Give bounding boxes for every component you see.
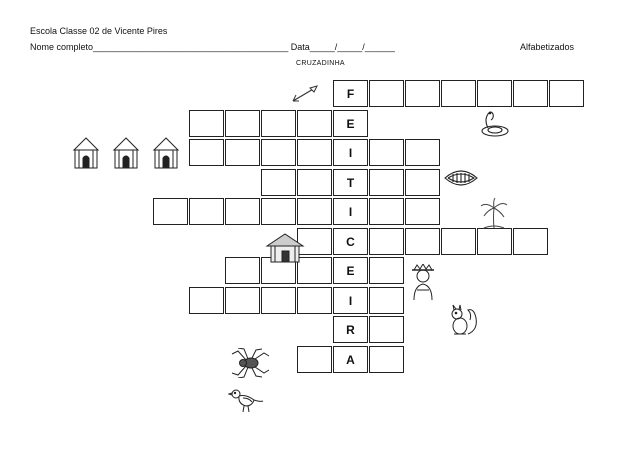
answer-cell[interactable] <box>441 228 476 255</box>
answer-cell[interactable] <box>225 110 260 137</box>
answer-cell[interactable] <box>405 139 440 166</box>
answer-cell[interactable] <box>369 287 404 314</box>
answer-cell[interactable] <box>369 346 404 373</box>
answer-cell[interactable] <box>369 198 404 225</box>
answer-cell[interactable] <box>369 316 404 343</box>
answer-cell[interactable] <box>549 80 584 107</box>
answer-cell[interactable] <box>261 139 296 166</box>
answer-cell[interactable] <box>441 80 476 107</box>
hut-picture <box>265 232 305 264</box>
answer-cell[interactable] <box>405 169 440 196</box>
answer-cell[interactable] <box>225 139 260 166</box>
answer-cell[interactable] <box>225 257 260 284</box>
key-letter-cell[interactable]: E <box>333 110 368 137</box>
answer-cell[interactable] <box>513 80 548 107</box>
key-letter-cell[interactable]: I <box>333 139 368 166</box>
answer-cell[interactable] <box>189 198 224 225</box>
answer-cell[interactable] <box>189 139 224 166</box>
squirrel-picture <box>444 302 480 338</box>
answer-cell[interactable] <box>225 198 260 225</box>
answer-cell[interactable] <box>297 198 332 225</box>
answer-cell[interactable] <box>477 228 512 255</box>
teeth-picture <box>443 168 479 188</box>
answer-cell[interactable] <box>261 110 296 137</box>
answer-cell[interactable] <box>225 287 260 314</box>
answer-cell[interactable] <box>297 169 332 196</box>
huts-picture <box>70 136 185 172</box>
answer-cell[interactable] <box>261 169 296 196</box>
level-label: Alfabetizados <box>520 42 575 52</box>
spider-picture <box>228 348 270 378</box>
snake-picture <box>478 108 512 138</box>
answer-cell[interactable] <box>261 287 296 314</box>
palm-tree-picture <box>478 196 510 230</box>
school-name: Escola Classe 02 de Vicente Pires <box>30 26 168 36</box>
key-letter-cell[interactable]: I <box>333 287 368 314</box>
answer-cell[interactable] <box>369 228 404 255</box>
answer-cell[interactable] <box>153 198 188 225</box>
answer-cell[interactable] <box>369 80 404 107</box>
key-letter-cell[interactable]: E <box>333 257 368 284</box>
answer-cell[interactable] <box>369 139 404 166</box>
key-letter-cell[interactable]: F <box>333 80 368 107</box>
answer-cell[interactable] <box>297 110 332 137</box>
answer-cell[interactable] <box>189 110 224 137</box>
key-letter-cell[interactable]: C <box>333 228 368 255</box>
answer-cell[interactable] <box>405 228 440 255</box>
key-letter-cell[interactable]: R <box>333 316 368 343</box>
answer-cell[interactable] <box>297 139 332 166</box>
indigenous-man-picture <box>408 264 438 302</box>
name-date-line: Nome completo_______________________________________ Data_____/_____/______ <box>30 42 395 52</box>
arrow-picture <box>290 84 320 104</box>
answer-cell[interactable] <box>297 346 332 373</box>
key-letter-cell[interactable]: A <box>333 346 368 373</box>
answer-cell[interactable] <box>297 287 332 314</box>
bird-picture <box>228 384 264 414</box>
answer-cell[interactable] <box>513 228 548 255</box>
key-letter-cell[interactable]: I <box>333 198 368 225</box>
answer-cell[interactable] <box>405 80 440 107</box>
key-letter-cell[interactable]: T <box>333 169 368 196</box>
answer-cell[interactable] <box>477 80 512 107</box>
worksheet-title: CRUZADINHA <box>296 60 345 67</box>
answer-cell[interactable] <box>369 169 404 196</box>
answer-cell[interactable] <box>261 198 296 225</box>
answer-cell[interactable] <box>405 198 440 225</box>
answer-cell[interactable] <box>189 287 224 314</box>
answer-cell[interactable] <box>369 257 404 284</box>
